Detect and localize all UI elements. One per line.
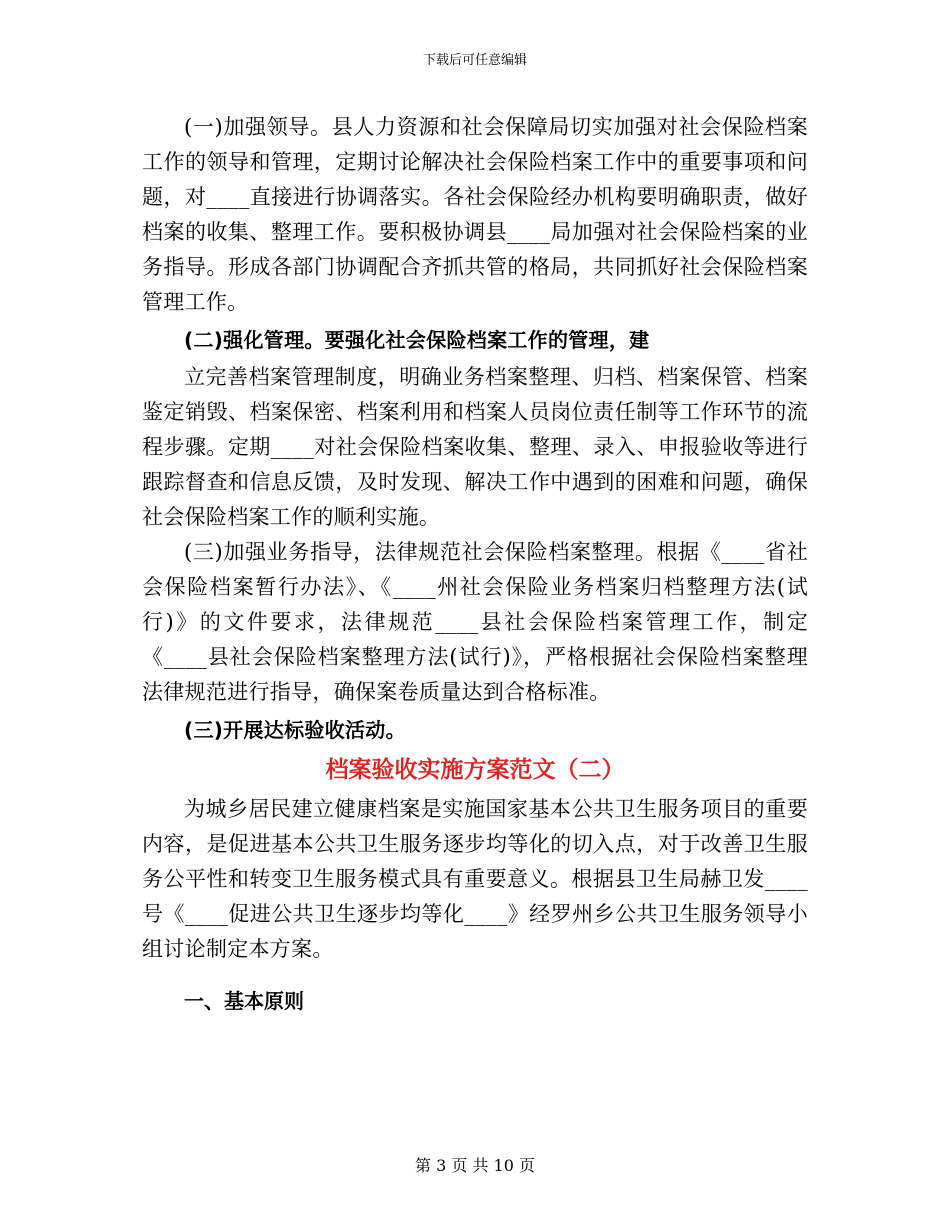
page-header: 下载后可任意编辑 <box>422 53 527 68</box>
section-title: 档案验收实施方案范文（二） <box>325 757 625 783</box>
paragraph-health-records-intro: 为城乡居民建立健康档案是实施国家基本公共卫生服务项目的重要内容，是促进基本公共卫生服务逐步均等化的切入点，对于改善卫生服务公平性和转变卫生服务模式具有重要意义。根据县卫生局赫卫发____号《____促进公共卫生逐步均等化____》经罗州乡公共卫生服务领导小组讨论制定本方案。 <box>142 797 808 961</box>
document-body <box>142 110 808 1019</box>
paragraph-strengthen-leadership: (一)加强领导。县人力资源和社会保障局切实加强对社会保险档案工作的领导和管理，定期讨论解决社会保险档案工作中的重要事项和问题，对____直接进行协调落实。各社会保险经办机构要明确职责，做好档案的收集、整理工作。要积极协调县____局加强对社会保险档案的业务指导。形成各部门协调配合齐抓共管的格局，共同抓好社会保险档案管理工作。 <box>142 115 808 314</box>
paragraph-management-system: 立完善档案管理制度，明确业务档案整理、归档、档案保管、档案鉴定销毁、档案保密、档案利用和档案人员岗位责任制等工作环节的流程步骤。定期____对社会保险档案收集、整理、录入、申报验收等进行跟踪督查和信息反馈，及时发现、解决工作中遇到的困难和问题，确保社会保险档案工作的顺利实施。 <box>142 365 808 529</box>
heading-basic-principles: 一、基本原则 <box>184 989 304 1013</box>
paragraph-business-guidance: (三)加强业务指导，法律规范社会保险档案整理。根据《____省社会保险档案暂行办法》、《____州社会保险业务档案归档整理方法(试行)》的文件要求，法律规范____县社会保险档案管理工作，制定《____县社会保险档案整理方法(试行)》，严格根据社会保险档案整理法律规范进行指导，确保案卷质量达到合格标准。 <box>142 540 808 704</box>
paragraph-strengthen-management-heading: (二)强化管理。要强化社会保险档案工作的管理，建 <box>184 328 650 352</box>
page-footer: 第 3 页 共 10 页 <box>415 1156 535 1175</box>
paragraph-acceptance-activity: (三)开展达标验收活动。 <box>184 718 406 742</box>
